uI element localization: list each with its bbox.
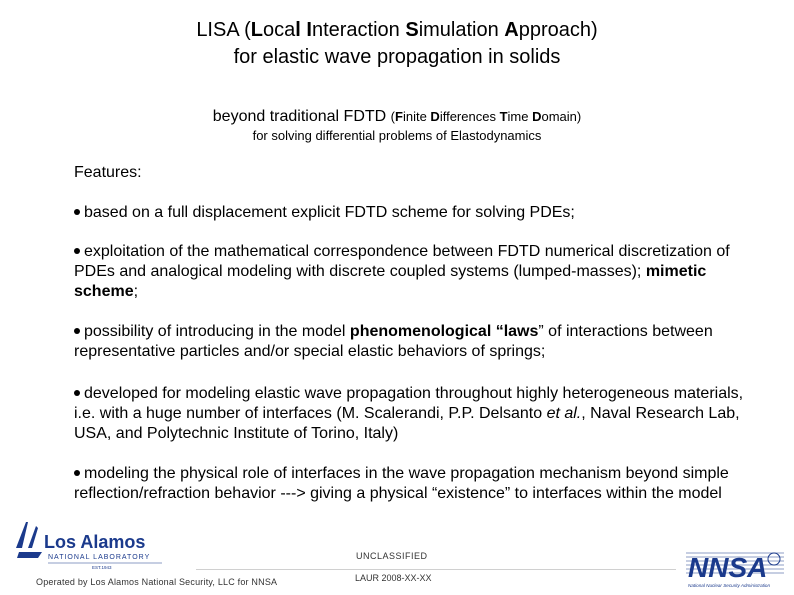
svg-text:Los Alamos: Los Alamos xyxy=(44,532,146,552)
nnsa-emblem-icon xyxy=(684,545,786,590)
bullet-dot-icon xyxy=(74,328,80,334)
bullet-dot-icon xyxy=(74,209,80,215)
los-alamos-emblem-icon xyxy=(14,518,164,570)
bullet-item-4: developed for modeling elastic wave propagation throughout highly heterogeneous materials, i.e. with a huge number of interfaces (M. Scalerandi, P.P. Delsanto et al., Naval Research Lab, USA, and Polytechnic Institute of Torino, Italy) xyxy=(74,385,744,442)
svg-text:National Nuclear Security Admi: National Nuclear Security Administration xyxy=(688,583,771,588)
subtitle-line-2: for solving differential problems of Elastodynamics xyxy=(252,128,542,143)
subtitle-line-1: beyond traditional FDTD (Finite Differences Time Domain) xyxy=(212,108,582,125)
slide-title xyxy=(0,17,794,71)
bullet-item-5: modeling the physical role of interfaces in the wave propagation mechanism beyond simple reflection/refraction behavior ---> giving a physical “existence” to interfaces within the model xyxy=(74,465,729,502)
bullet-item-1: based on a full displacement explicit FDTD scheme for solving PDEs; xyxy=(74,203,754,223)
title-line-2: for elastic wave propagation in solids xyxy=(233,46,561,68)
los-alamos-logo xyxy=(14,518,164,570)
footer-divider xyxy=(196,569,676,570)
classification-label: UNCLASSIFIED xyxy=(356,551,428,561)
bullet-dot-icon xyxy=(74,390,80,396)
svg-text:EST.1943: EST.1943 xyxy=(92,565,112,570)
operated-by-text: Operated by Los Alamos National Security, LLC for NNSA xyxy=(36,577,278,587)
laur-number: LAUR 2008-XX-XX xyxy=(355,573,432,583)
bullet-dot-icon xyxy=(74,470,80,476)
title-line-1: LISA (Local Interaction Simulation Approach) xyxy=(196,19,598,41)
nnsa-logo xyxy=(684,545,786,590)
bullet-item-3: possibility of introducing in the model phenomenological “laws” of interactions between representative particles and/or special elastic behaviors of springs; xyxy=(74,323,713,360)
features-heading: Features: xyxy=(74,164,142,181)
svg-text:NNSA: NNSA xyxy=(688,552,768,583)
bullet-item-2: exploitation of the mathematical correspondence between FDTD numerical discretization of PDEs and analogical modeling with discrete coupled systems (lumped-masses); mimetic scheme; xyxy=(74,243,730,300)
svg-text:NATIONAL LABORATORY: NATIONAL LABORATORY xyxy=(48,554,151,561)
bullet-dot-icon xyxy=(74,248,80,254)
